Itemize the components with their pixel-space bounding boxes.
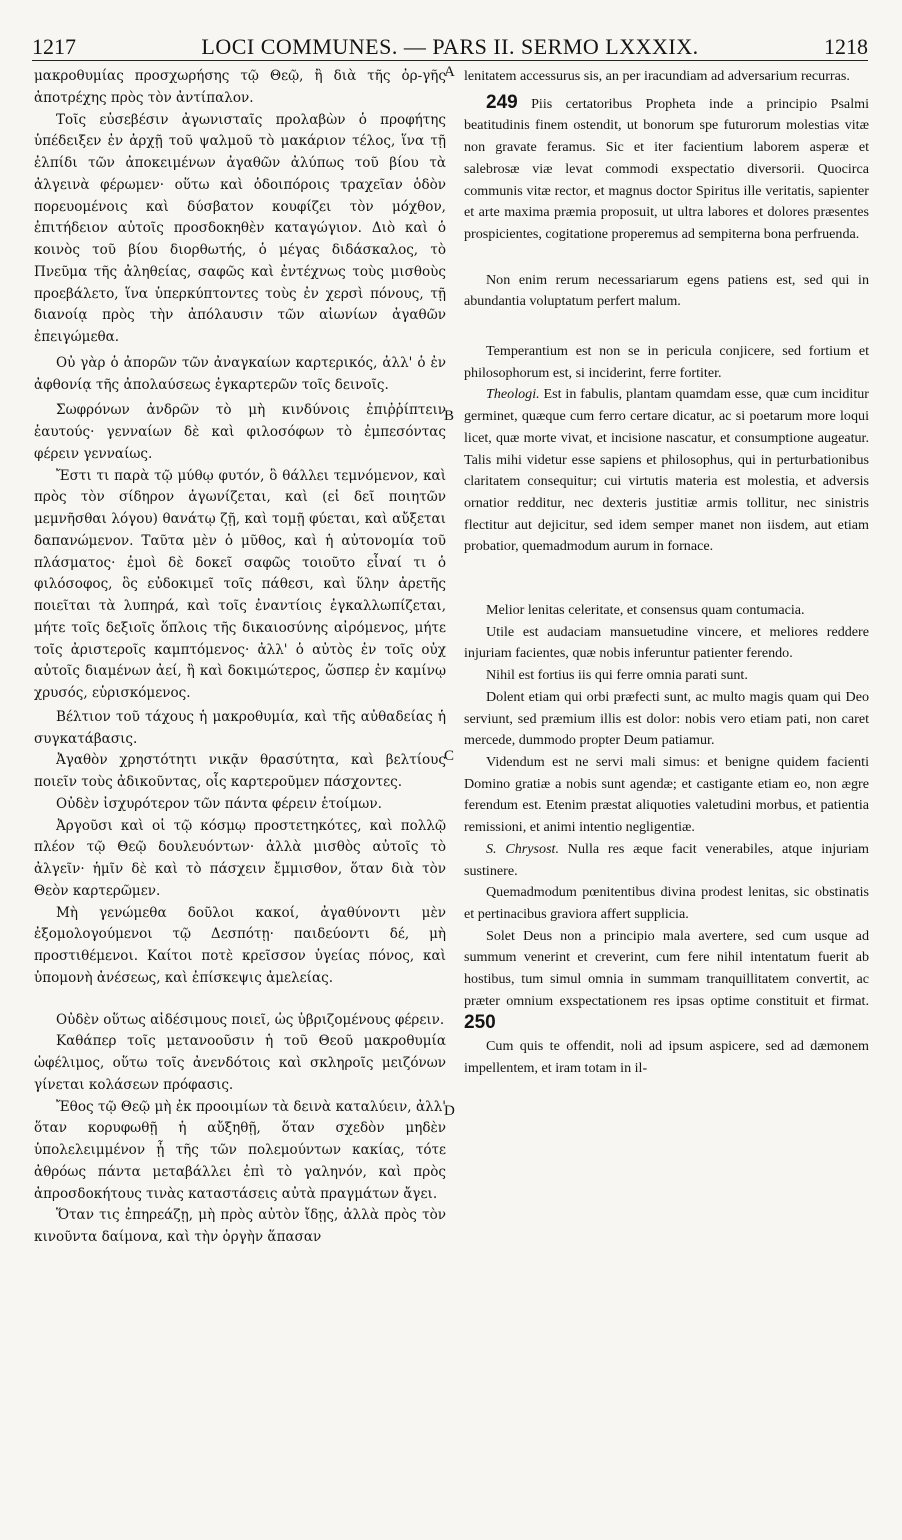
latin-paragraph: Utile est audaciam mansuetudine vincere, et meliores reddere injuriam facientes, quæ nobis inferuntur patienter ferendo. — [464, 623, 869, 662]
greek-paragraph: Σωφρόνων ἀνδρῶν τὸ μὴ κινδύνοις ἐπιῤῥίπτειν ἑαυτούς· γενναίων δὲ καὶ φιλοσόφων τὸ ἐμπεσόντας φέρειν γενναίως. — [34, 402, 446, 462]
latin-paragraph: Melior lenitas celeritate, et consensus quam contumacia. — [486, 602, 805, 619]
greek-paragraph: Βέλτιον τοῦ τάχους ἡ μακροθυμία, καὶ τῆς αὐθαδείας ἡ συγκατάβασις. — [34, 708, 446, 747]
latin-paragraph: Videndum est ne servi mali simus: et benigne quidem facienti Domino gratiæ a nobis sunt agendæ; et castigante etiam eo, non ægre ferendum est. Etenim præstat aliquoties valetudini morbus, et patientia remissioni, et animi intentio negligentiæ. — [464, 753, 869, 836]
latin-paragraph: Nihil est fortius iis qui ferre omnia parati sunt. — [486, 667, 748, 684]
latin-paragraph: Quemadmodum pœnitentibus divina prodest lenitas, sic obstinatis et pertinacibus graviora affert supplicia. — [464, 884, 869, 922]
source-label: S. Chrysost. — [486, 840, 559, 857]
column-number: 249 — [486, 91, 518, 113]
latin-paragraph: 249 Piis certatoribus Propheta inde a principio Psalmi beatitudinis finem ostendit, ut bonorum spe futurorum molestias vitæ non gravate feramus. Sic et iter facientium laborem asperæ et salebrosæ viæ levat commodi exspectatio diversorii. Quocirca communis vitæ rector, et magnus doctor Spiritus ille veritatis, sapienter et arte maxima præmia proposuit, ut ultra labores et dolores præsentes prospicientes, cogitatione properemus ad sempiterna bona perfruenda. — [464, 91, 869, 242]
greek-paragraph: Οὐδὲν ἰσχυρότερον τῶν πάντα φέρειν ἑτοίμων. — [56, 795, 382, 812]
latin-paragraph: S. Chrysost. Nulla res æque facit venerabiles, atque injuriam sustinere. — [464, 840, 869, 879]
greek-column — [34, 66, 446, 1530]
greek-paragraph: Μὴ γενώμεθα δοῦλοι κακοί, ἀγαθύνοντι μὲν ἐξομολογούμενοι τῷ Δεσπότῃ· παιδεύοντι δέ, μὴ προστιθέμενοι. Καίτοι ποτὲ κρεῖσσον ὑγείας πόνος, καὶ ὑπομονὴ ἀνέσεως, καὶ ἐπίσκεψις ἀμελείας. — [34, 904, 446, 986]
running-title: LOCI COMMUNES. — PARS II. SERMO LXXXIX. — [201, 34, 699, 59]
margin-letter-b: B — [444, 408, 455, 424]
latin-paragraph: Solet Deus non a principio mala avertere, sed cum usque ad summum venerint et creverint, cum fere nihil intentatum fuerit ab hostibus, tum simul omnia in summam tranquillitatem convertit, ac præter omnium exspectationem res ipsas optime constituit et firmat. 250 — [464, 927, 869, 1034]
greek-paragraph: Ὅταν τις ἐπηρεάζῃ, μὴ πρὸς αὐτὸν ἴδῃς, ἀλλὰ πρὸς τὸν κινοῦντα δαίμονα, καὶ τὴν ὀργὴν ἅπασαν — [34, 1207, 446, 1245]
greek-paragraph: Ἀργοῦσι καὶ οἱ τῷ κόσμῳ προστετηκότες, καὶ πολλῷ πλέον τῷ Θεῷ δουλευόντων· ἀλλὰ μισθὸς αὐτοῖς τὸ ἀλγεῖν· ἡμῖν δὲ καὶ τὸ πάσχειν ἔμμισθον, ὅταν διὰ τὸν Θεὸν καρτερῶμεν. — [34, 817, 446, 899]
latin-paragraph: lenitatem accessurus sis, an per iracundiam ad adversarium recurras. — [464, 68, 850, 84]
greek-paragraph: Τοῖς εὐσεβέσιν ἀγωνισταῖς προλαβὼν ὁ προφήτης ὑπέδειξεν ἐν ἀρχῇ τοῦ ψαλμοῦ τὸ μακάριον τέλος, ἵνα τῇ ἐλπίδι τῶν ἀποκειμένων ἀγαθῶν ἀλύπως τοῦ βίου τὰ ἀλγεινὰ φέρωμεν· οὕτω καὶ ὁδοιπόροις τραχεῖαν ὁδὸν πορευομένοις καὶ δύσβατον κουφίζει τὸν μόχθον, ἐπιτήδειον αὐτοῖς προσδοκηθὲν καταγώγιον. Διὸ καὶ ὁ κοινὸς τοῦ βίου διορθωτής, ὁ μέγας διδάσκαλος, τὸ Πνεῦμα τῆς ἀληθείας, σαφῶς καὶ ἐντέχνως τοὺς μισθοὺς προεβάλετο, ἵνα ὑπερκύπτοντες τοὺς ἐν χερσὶ πόνους, τῇ διανοίᾳ πρὸς τὴν ἀπόλαυσιν τῶν αἰωνίων ἀγαθῶν ἐπειγώμεθα. — [34, 111, 446, 345]
greek-paragraph: Οὐ γὰρ ὁ ἀπορῶν τῶν ἀναγκαίων καρτερικός, ἀλλ' ὁ ἐν ἀφθονίᾳ τῆς ἀπολαύσεως ἐγκαρτερῶν τοῖς δεινοῖς. — [34, 354, 446, 393]
greek-paragraph: Ἔστι τι παρὰ τῷ μύθῳ φυτόν, ὃ θάλλει τεμνόμενον, καὶ πρὸς τὸν σίδηρον ἀγωνίζεται, καὶ (εἰ δεῖ ποιητῶν μεμνῆσθαι λόγου) θανάτῳ ζῇ, καὶ τομῇ φύεται, καὶ αὔξεται δαπανώμενον. Ταῦτα μὲν ὁ μῦθος, καὶ ἡ αὐτονομία τοῦ πλάσματος· ἐμοὶ δὲ δοκεῖ σαφῶς τοιοῦτο εἶναί τι ὁ φιλόσοφος, ὃς εὐδοκιμεῖ τοῖς πάθεσι, καὶ ὕλην ἀρετῆς ποιεῖται τὰ λυπηρά, καὶ τοῖς ἐναντίοις ἐγκαλλωπίζεται, μήτε τοῖς δεξιοῖς ὅπλοις τῆς δικαιοσύνης αἰρόμενος, μήτε τοῖς ἀριστεροῖς καμπτόμενος· ἀλλ' ὁ αὐτὸς ἐν τοῖς οὐχ αὐτοῖς διαμένων ἀεί, ἢ καὶ δοκιμώτερος, ὥσπερ ἐν καμίνῳ χρυσός, εὑρισκόμενος. — [34, 467, 446, 701]
page-number-left: 1217 — [32, 34, 76, 59]
greek-paragraph: Καθάπερ τοῖς μετανοοῦσιν ἡ τοῦ Θεοῦ μακροθυμία ὠφέλιμος, οὕτω τοῖς ἀνενδότοις καὶ σκληροῖς μειζόνων γίνεται κολάσεων πρόφασις. — [34, 1033, 446, 1093]
latin-paragraph: Cum quis te offendit, noli ad ipsum aspicere, sed ad dæmonem impellentem, et iram totam in il- — [464, 1038, 869, 1076]
greek-paragraph: Ἔθος τῷ Θεῷ μὴ ἐκ προοιμίων τὰ δεινὰ καταλύειν, ἀλλ' ὅταν κορυφωθῇ ἡ αὔξηθῇ, ὅταν σχεδὸν μηδὲν ὑπολελειμμένον ᾖ τῆς τῶν πολεμούντων κακίας, τότε ἀθρόως πάντα μεταβάλλει ἐπὶ τὸ γαληνόν, καὶ πρὸς ἀπροσδοκήτους τινὰς καταστάσεις αὐτὰ πραγμάτων ἄγει. — [34, 1098, 446, 1202]
column-number: 250 — [464, 1012, 496, 1034]
greek-paragraph: Ἀγαθὸν χρηστότητι νικᾷν θρασύτητα, καὶ βελτίους ποιεῖν τοὺς ἀδικοῦντας, οἷς καρτεροῦμεν πάσχοντες. — [34, 752, 446, 790]
margin-letter-d: D — [444, 1103, 455, 1119]
source-label: Theologi. — [486, 386, 540, 403]
latin-paragraph: Dolent etiam qui orbi præfecti sunt, ac multo magis quam qui Deo serviunt, sed præmium illis est dolor: nobis vero etiam pati, non caret mercede, dummodo propter Deum patiamur. — [464, 688, 869, 749]
latin-column — [464, 66, 869, 1530]
margin-letter-c: C — [444, 748, 455, 764]
greek-paragraph: μακροθυμίας προσχωρήσης τῷ Θεῷ, ἢ διὰ τῆς ὀρ-γῆς ἀποτρέχης πρὸς τὸν ἀντίπαλον. — [34, 68, 446, 106]
latin-paragraph: Theologi. Est in fabulis, plantam quamdam esse, quæ cum inciditur germinet, quæque cum ferro certare dicatur, ac si poetarum more loqui licet, quæ morte vivat, et incisione nascatur, et consumptione augeatur. Talis mihi videtur esse sapiens et philosophus, qui in perturbationibus claritatem consequitur; cui virtutis materia est molestia, et adversis ornatior redditur, nec dexteris justitiæ armis tollitur, nec sinistris flectitur aut dejicitur, sed idem semper manet non iisdem, aut etiam probatior, quemadmodum aurum in fornace. — [464, 386, 869, 555]
latin-paragraph: Non enim rerum necessariarum egens patiens est, sed qui in abundantia voluptatum perfert malum. — [464, 271, 869, 310]
margin-letter-a: A — [444, 64, 455, 80]
greek-paragraph: Οὐδὲν οὕτως αἰδέσιμους ποιεῖ, ὡς ὑβριζομένους φέρειν. — [56, 1011, 445, 1028]
page-header — [32, 20, 868, 61]
page-number-right: 1218 — [824, 34, 868, 59]
latin-paragraph: Temperantium est non se in pericula conjicere, sed fortium et philosophorum est, si inciderint, ferre fortiter. — [464, 343, 869, 381]
